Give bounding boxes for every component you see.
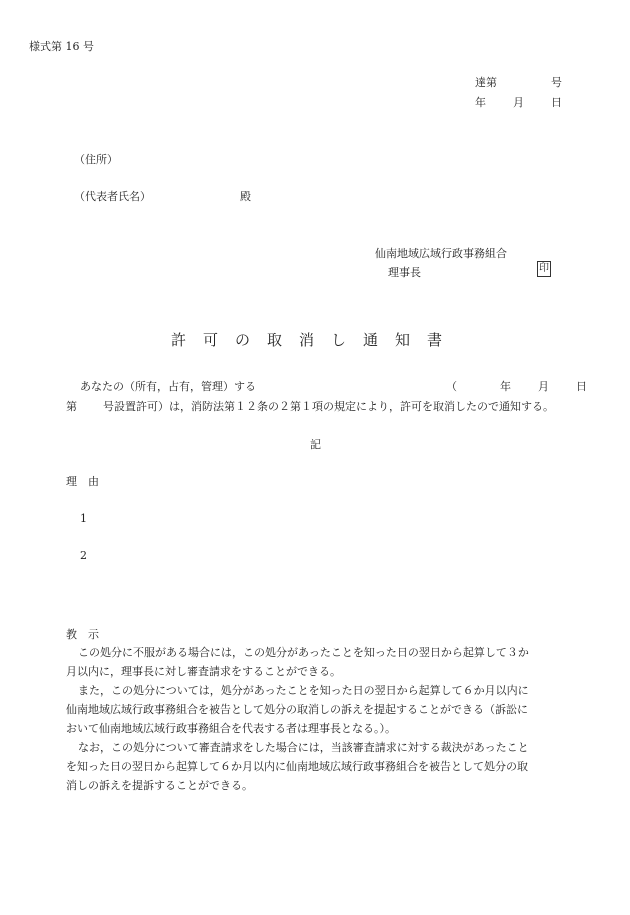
date-day: 日: [551, 96, 562, 109]
seal-mark: 印: [537, 261, 551, 277]
instruction-line: また，この処分については，処分があったことを知った日の翌日から起算して６か月以内に: [78, 684, 529, 697]
document-title: 許可の取消し通知書: [170, 331, 459, 349]
body-line1-paren: （: [446, 380, 457, 393]
issuer-organization: 仙南地域広域行政事務組合: [375, 247, 507, 260]
body-line2-first: 第: [66, 400, 77, 413]
instruction-heading: 教 示: [66, 628, 99, 641]
instruction-line: 消しの訴えを提訴することができる。: [66, 779, 253, 792]
instruction-line: 仙南地域広域行政事務組合を被告として処分の取消しの訴えを提起することができる（訴訟に: [66, 703, 528, 716]
instruction-line: この処分に不服がある場合には，この処分があったことを知った日の翌日から起算して３か: [78, 646, 529, 659]
doc-number-suffix: 号: [551, 76, 562, 89]
form-number: 様式第 16 号: [29, 40, 94, 53]
address-label: （住所）: [74, 153, 118, 166]
date-month: 月: [513, 96, 524, 109]
honorific: 殿: [240, 190, 251, 203]
instruction-line: おいて仙南地域広域行政事務組合を代表する者は理事長となる。）。: [66, 722, 396, 735]
body-line1-year: 年: [500, 380, 511, 393]
body-line1-start: あなたの（所有，占有，管理）する: [80, 380, 256, 393]
body-line1-month: 月: [538, 380, 549, 393]
instruction-line: なお，この処分について審査請求をした場合には，当該審査請求に対する裁決があったこと: [78, 741, 529, 754]
reason-heading: 理 由: [66, 475, 99, 488]
date-year: 年: [475, 96, 486, 109]
reason-item-2: 2: [80, 549, 87, 562]
doc-number-prefix: 達第: [475, 76, 497, 89]
body-line2-rest: 号設置許可）は，消防法第１２条の２第１項の規定により，許可を取消したので通知する。: [103, 400, 554, 413]
ki-marker: 記: [310, 438, 321, 451]
issuer-title: 理事長: [388, 266, 421, 279]
reason-item-1: 1: [80, 512, 87, 525]
instruction-line: を知った日の翌日から起算して６か月以内に仙南地域広域行政事務組合を被告として処分の取: [66, 760, 528, 773]
representative-name-label: （代表者氏名）: [74, 190, 151, 203]
instruction-line: 月以内に，理事長に対し審査請求をすることができる。: [66, 665, 341, 678]
body-line1-day: 日: [576, 380, 587, 393]
